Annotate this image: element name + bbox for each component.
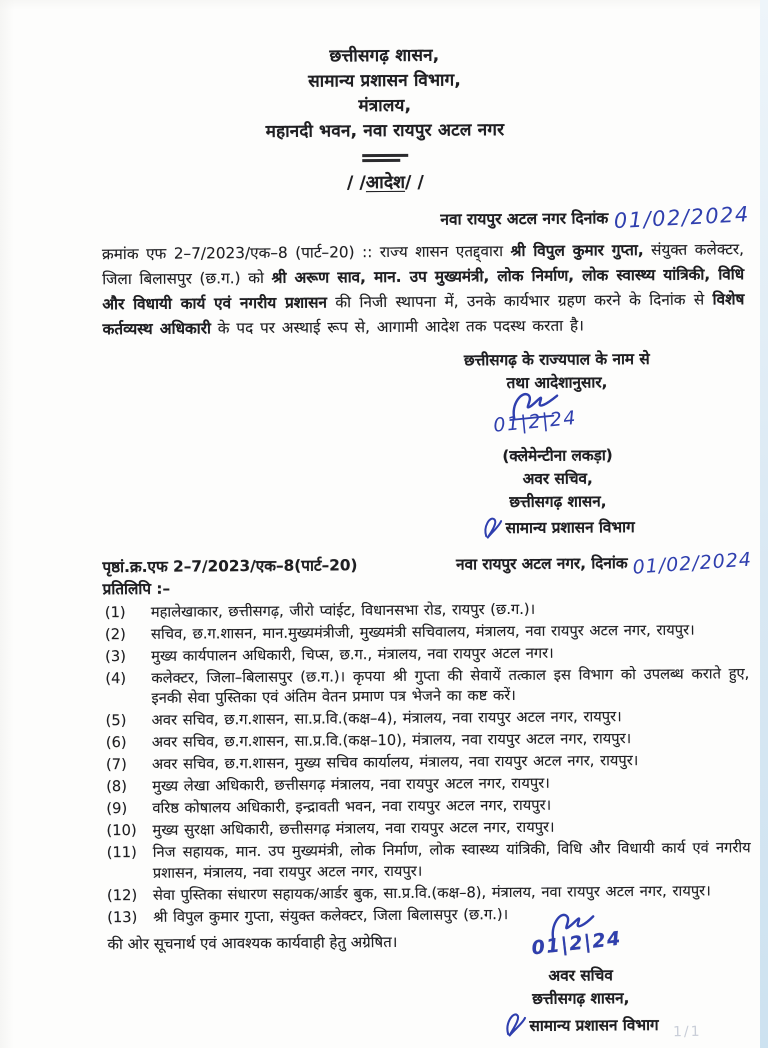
handwritten-date-signature-1: 01|2|24 (492, 406, 578, 437)
scan-edge (760, 0, 768, 1048)
list-item-number: (8) (106, 778, 128, 796)
handwritten-date-top: 01/02/2024 (613, 201, 751, 233)
signatory-department-line (402, 512, 714, 540)
list-item-text: सेवा पुस्तिका संधारण सहायक/आर्डर बुक, सा.प्र.वि.(कक्ष–8), मंत्रालय, नवा रायपुर अटल नगर, रायपुर। (152, 881, 711, 904)
list-item-number: (3) (105, 647, 127, 665)
page-indicator: 1/1 (673, 1023, 703, 1041)
list-item (107, 881, 751, 907)
signature-area-1 (401, 393, 713, 445)
list-item-text: अवर सचिव, छ.ग.शासन, सा.प्र.वि.(कक्ष–10), मंत्रालय, नवा रायपुर अटल नगर, रायपुर। (151, 730, 632, 751)
list-item (105, 620, 749, 646)
signature-block-2 (455, 916, 706, 1039)
list-item-number: (9) (106, 800, 128, 818)
signatory-designation: अवर सचिव, (522, 468, 593, 488)
list-item (106, 728, 750, 754)
list-item-number: (10) (106, 821, 137, 840)
list-item (105, 642, 749, 668)
order-paragraph (102, 237, 745, 342)
letterhead (0, 0, 768, 147)
list-item (106, 816, 750, 842)
endorsement-place-date (455, 547, 754, 579)
list-item-text: अवर सचिव, छ.ग.शासन, सा.प्र.वि.(कक्ष–4), मंत्रालय, नवा रायपुर अटल नगर, रायपुर। (151, 708, 622, 729)
list-item-text: निज सहायक, मान. उप मुख्यमंत्री, लोक निर्माण, लोक स्वास्थ्य यांत्रिकी, विधि और विधायी कार्य एवं नगरीय प्रशासन, मंत्रालय, नवा रायपुर अटल नगर, रायपुर। (152, 839, 751, 882)
handwritten-date-signature-2: 01|2|24 (530, 927, 623, 960)
paragraph-segment: क्रमांक एफ 2–7/2023/एक–8 (पार्ट–20) :: राज्य शासन एतद्द्वारा (101, 241, 511, 263)
dateline-top (2, 202, 768, 232)
signature-area-2 (455, 916, 705, 966)
paragraph-segment: संयुक्त कलेक्टर, जिला बिलासपुर (छ.ग.) को (102, 239, 745, 288)
endorsement-row (102, 547, 754, 579)
list-item-number: (13) (107, 908, 138, 926)
list-item-number: (6) (105, 734, 127, 752)
order-title-suffix: / / (404, 172, 424, 193)
letterhead-government: छत्तीसगढ़ शासन, (329, 45, 440, 67)
paragraph-segment: की निजी स्थापना में, उनके कार्यभार ग्रहण करने के दिनांक से (326, 289, 713, 311)
list-item-text: कलेक्टर, जिला–बिलासपुर (छ.ग.)। कृपया श्री गुप्ता की सेवायें तत्काल इस विभाग को उपलब्ध कराते हुए, इनकी सेवा पुस्तिका एवं अंतिम वेतन प्रमाण पत्र भेजने का कष्ट करें। (151, 664, 750, 707)
order-title: आदेश (365, 172, 406, 193)
list-item-text: वरिष्ठ कोषालय अधिकारी, इन्द्रावती भवन, नवा रायपुर अटल नगर, रायपुर। (152, 796, 552, 817)
letterhead-department: सामान्य प्रशासन विभाग, (308, 70, 462, 92)
list-item-text: मुख्य कार्यपालन अधिकारी, चिप्स, छ.ग., मंत्रालय, नवा रायपुर अटल नगर। (151, 644, 554, 665)
signatory-designation-2: अवर सचिव (548, 966, 613, 985)
list-item-number: (11) (106, 843, 137, 862)
list-item-text: अवर सचिव, छ.ग.शासन, मुख्य सचिव कार्यालय, मंत्रालय, नवा रायपुर अटल नगर, रायपुर। (151, 752, 639, 773)
list-item-text: मुख्य सुरक्षा अधिकारी, छत्तीसगढ़ मंत्रालय, नवा रायपुर अटल नगर, रायपुर। (152, 818, 555, 839)
list-item-number: (5) (105, 712, 127, 730)
list-item-text: मुख्य लेखा अधिकारी, छत्तीसगढ़ मंत्रालय, नवा रायपुर अटल नगर, रायपुर। (152, 774, 550, 795)
signatory-department-line-2 (456, 1009, 706, 1039)
signatory-government: छत्तीसगढ़ शासन, (509, 491, 607, 511)
letterhead-address: महानदी भवन, नवा रायपुर अटल नगर (265, 120, 505, 142)
list-item-text: सचिव, छ.ग.शासन, मान.मुख्यमंत्रीजी, मुख्यमंत्री सचिवालय, मंत्रालय, नवा रायपुर अटल नगर, रायपुर। (150, 621, 695, 643)
letterhead-ministry: मंत्रालय, (358, 95, 412, 117)
list-item-number: (1) (104, 603, 126, 621)
paragraph-segment: के पद पर अस्थाई रूप से, आगामी आदेश तक पदस्थ करता है। (210, 315, 584, 337)
closing-line: की ओर सूचनार्थ एवं आवश्यक कार्यवाही हेतु अग्रेषित। (107, 932, 398, 954)
handwritten-date-endorsement: 01/02/2024 (632, 547, 754, 579)
copy-to-list (105, 598, 752, 929)
by-order-line-1: छत्तीसगढ़ के राज्यपाल के नाम से (463, 349, 650, 369)
signatory-department: सामान्य प्रशासन विभाग (505, 517, 635, 537)
endorsement-ref-number: पृष्ठां.क्र.एफ 2–7/2023/एक–8(पार्ट–20) (102, 555, 358, 576)
list-item-number: (4) (105, 669, 127, 687)
signature-block-1 (401, 347, 714, 540)
list-item-number: (7) (105, 756, 127, 774)
list-item (107, 838, 751, 884)
endorsement-place-date-printed: नवा रायपुर अटल नगर, दिनांक (455, 553, 628, 573)
initial-scribble-icon (503, 1010, 527, 1038)
paragraph-bold-segment: श्री विपुल कुमार गुप्ता, (510, 240, 644, 260)
list-item (106, 794, 750, 820)
list-item (106, 772, 750, 798)
signatory-government-2: छत्तीसगढ़ शासन, (532, 988, 630, 1008)
paragraph-bold-segment: श्री अरूण साव, मान. उप मुख्यमंत्री, लोक निर्माण, लोक स्वास्थ्य यांत्रिकी, विधि और विधायी कार्य एवं नगरीय प्रशासन (102, 264, 745, 313)
paragraph-bold-segment: विशेष कर्तव्यस्थ अधिकारी (102, 289, 745, 338)
by-order-line-2: तथा आदेशानुसार, (506, 372, 608, 392)
initial-scribble-icon (481, 514, 503, 540)
list-item (105, 664, 749, 710)
list-item-number: (12) (106, 886, 138, 904)
signatory-name: (क्लेमेन्टीना लकड़ा) (502, 445, 613, 465)
header-rule (1, 151, 768, 165)
order-title-line (1, 166, 768, 196)
signatory-department-2: सामान्य प्रशासन विभाग (529, 1015, 659, 1035)
list-item-number: (2) (104, 625, 126, 643)
copy-to-label: प्रतिलिपि :– (102, 579, 171, 598)
list-item-text: श्री विपुल कुमार गुप्ता, संयुक्त कलेक्टर, जिला बिलासपुर (छ.ग.)। (153, 905, 509, 926)
list-item (106, 706, 750, 732)
list-item (106, 750, 750, 776)
list-item (105, 598, 749, 624)
order-title-prefix: / / (346, 172, 366, 193)
list-item-text: महालेखाकार, छत्तीसगढ़, जीरो प्वांईट, विधानसभा रोड, रायपुर (छ.ग.)। (150, 600, 536, 621)
dateline-printed: नवा रायपुर अटल नगर दिनांक (440, 208, 609, 229)
